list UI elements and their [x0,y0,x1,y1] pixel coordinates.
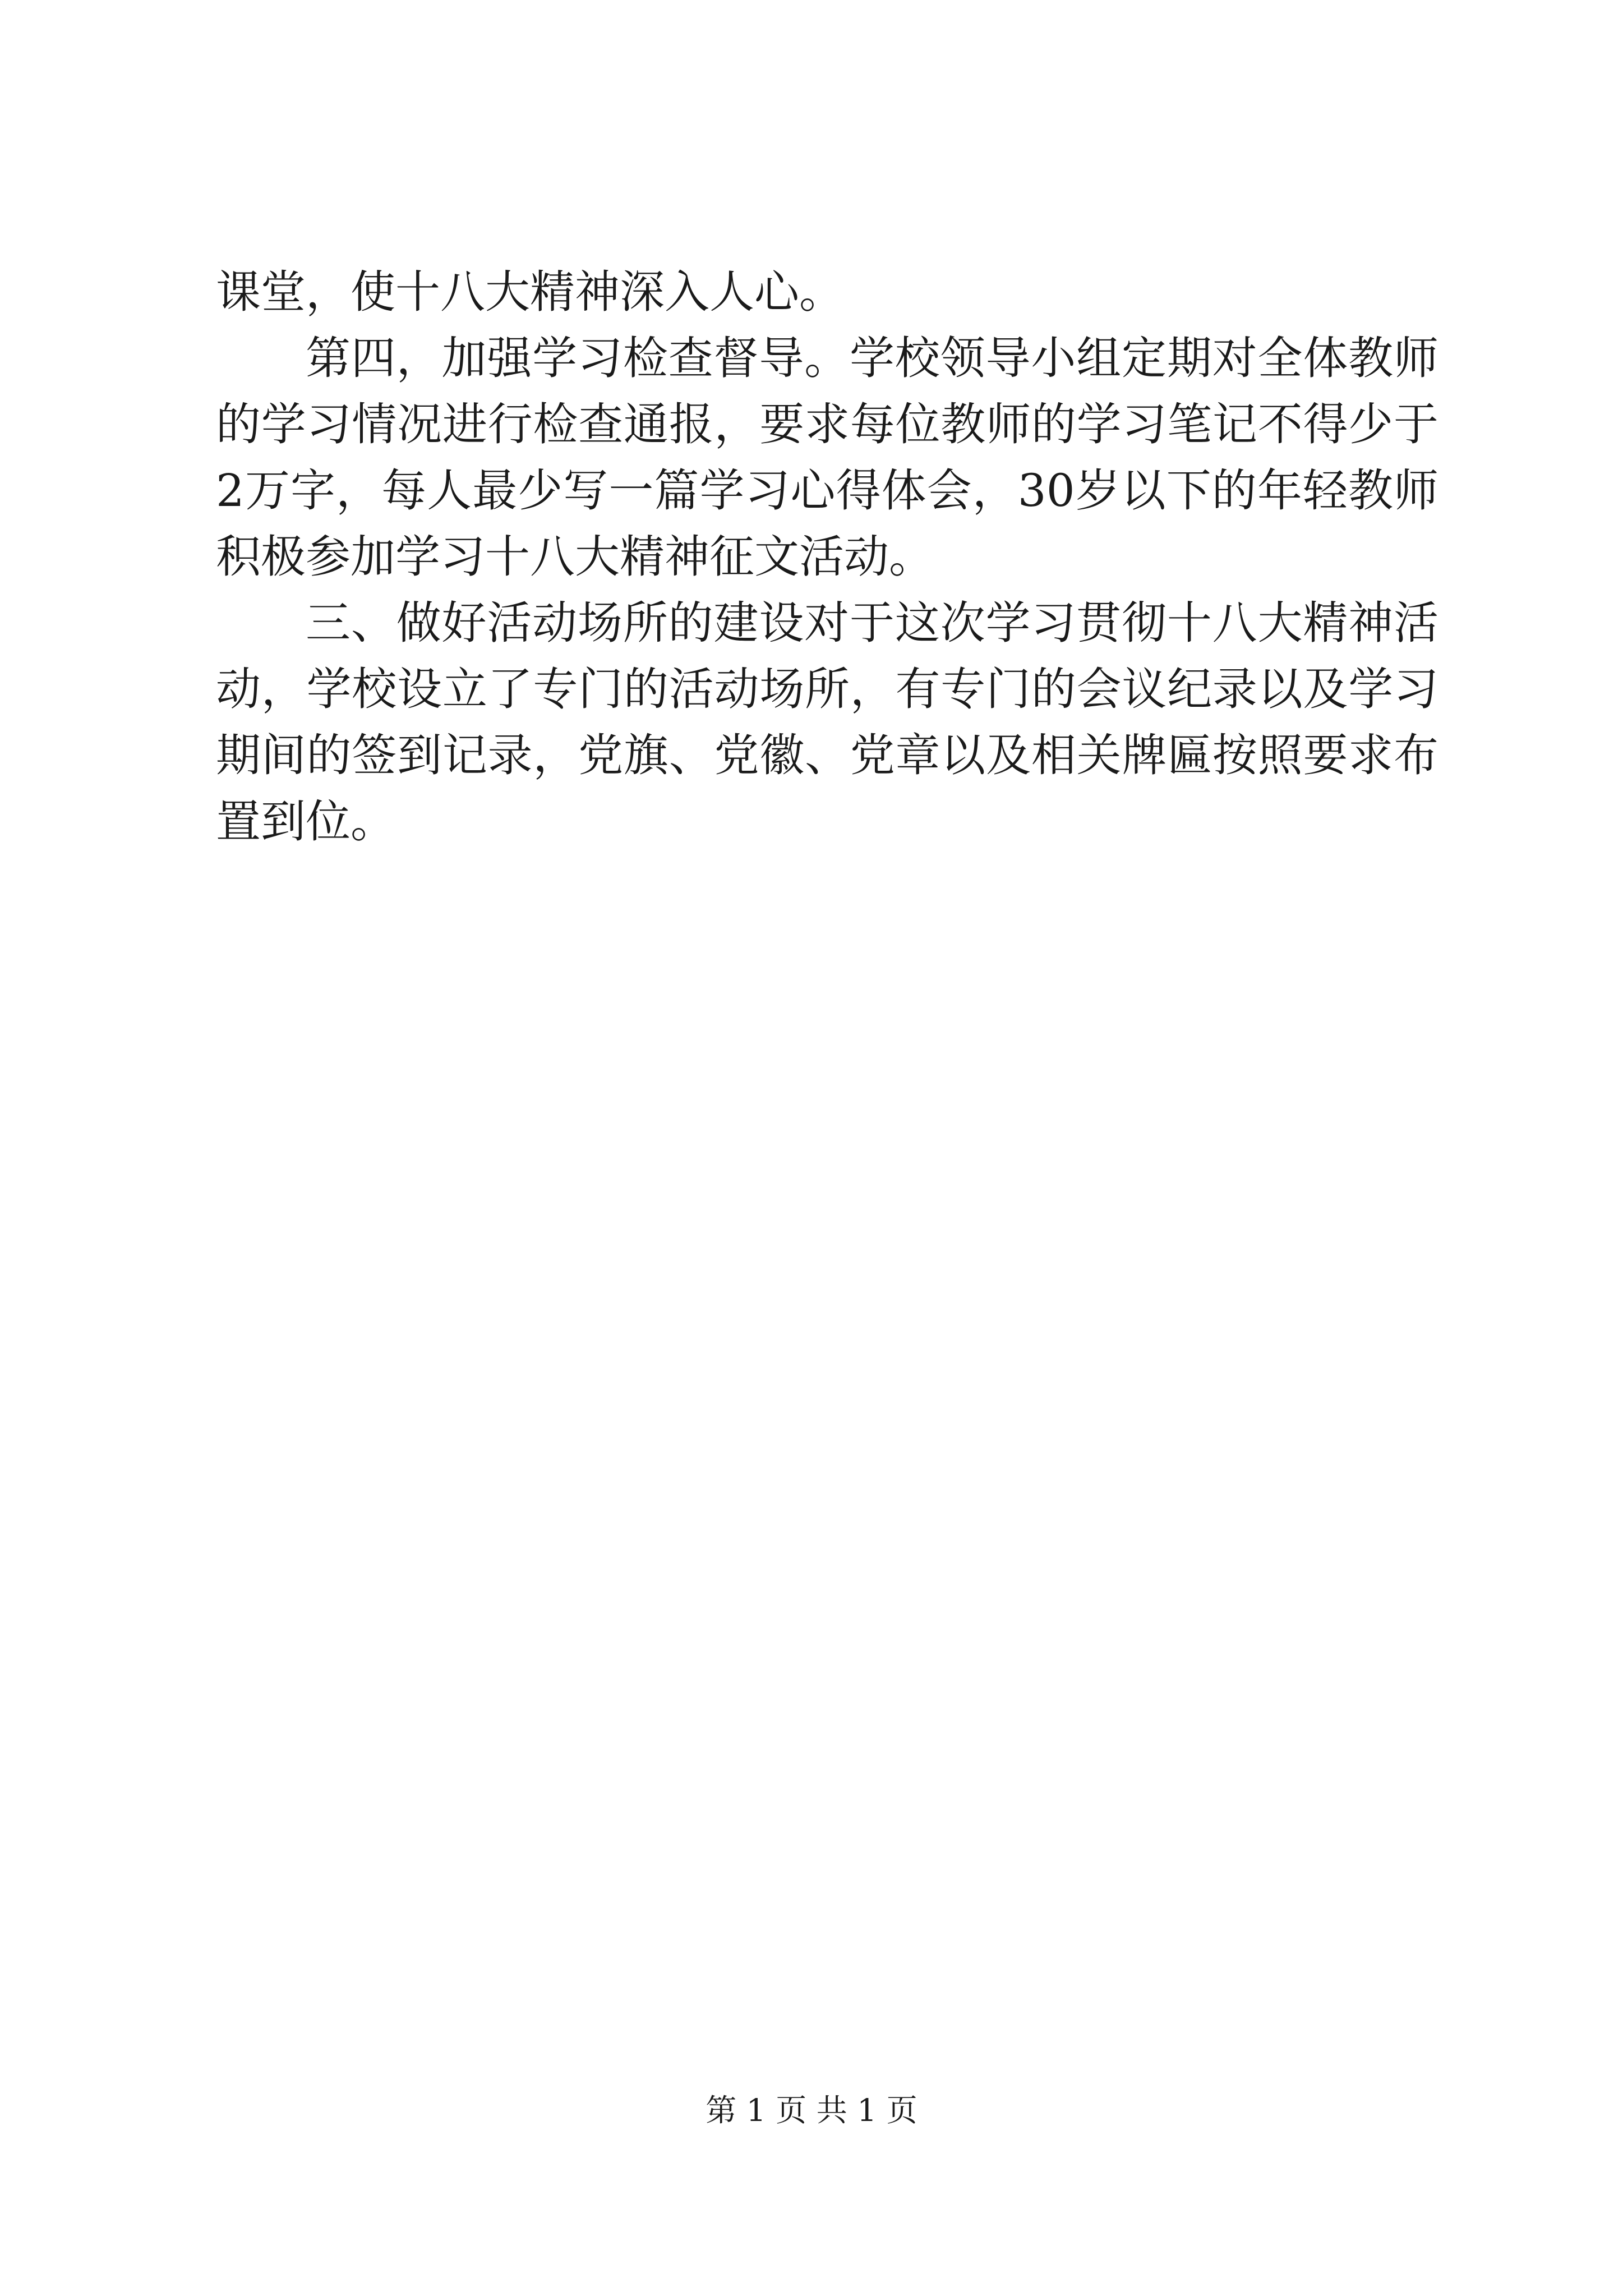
paragraph-study-inspection: 第四，加强学习检查督导。学校领导小组定期对全体教师的学习情况进行检查通报，要求每位教师的学习笔记不得少于2万字，每人最少写一篇学习心得体会，30岁以下的年轻教师积极参加学习十八大精神征文活动。 [216,332,1438,583]
document-body [216,259,1438,855]
page-number-footer: 第 1 页 共 1 页 [706,2092,917,2128]
paragraph-activity-venue: 三、做好活动场所的建设对于这次学习贯彻十八大精神活动，学校设立了专门的活动场所，有专门的会议纪录以及学习期间的签到记录，党旗、党徽、党章以及相关牌匾按照要求布置到位。 [216,597,1438,848]
paragraph-continuation: 课堂，使十八大精神深入人心。 [216,266,844,318]
